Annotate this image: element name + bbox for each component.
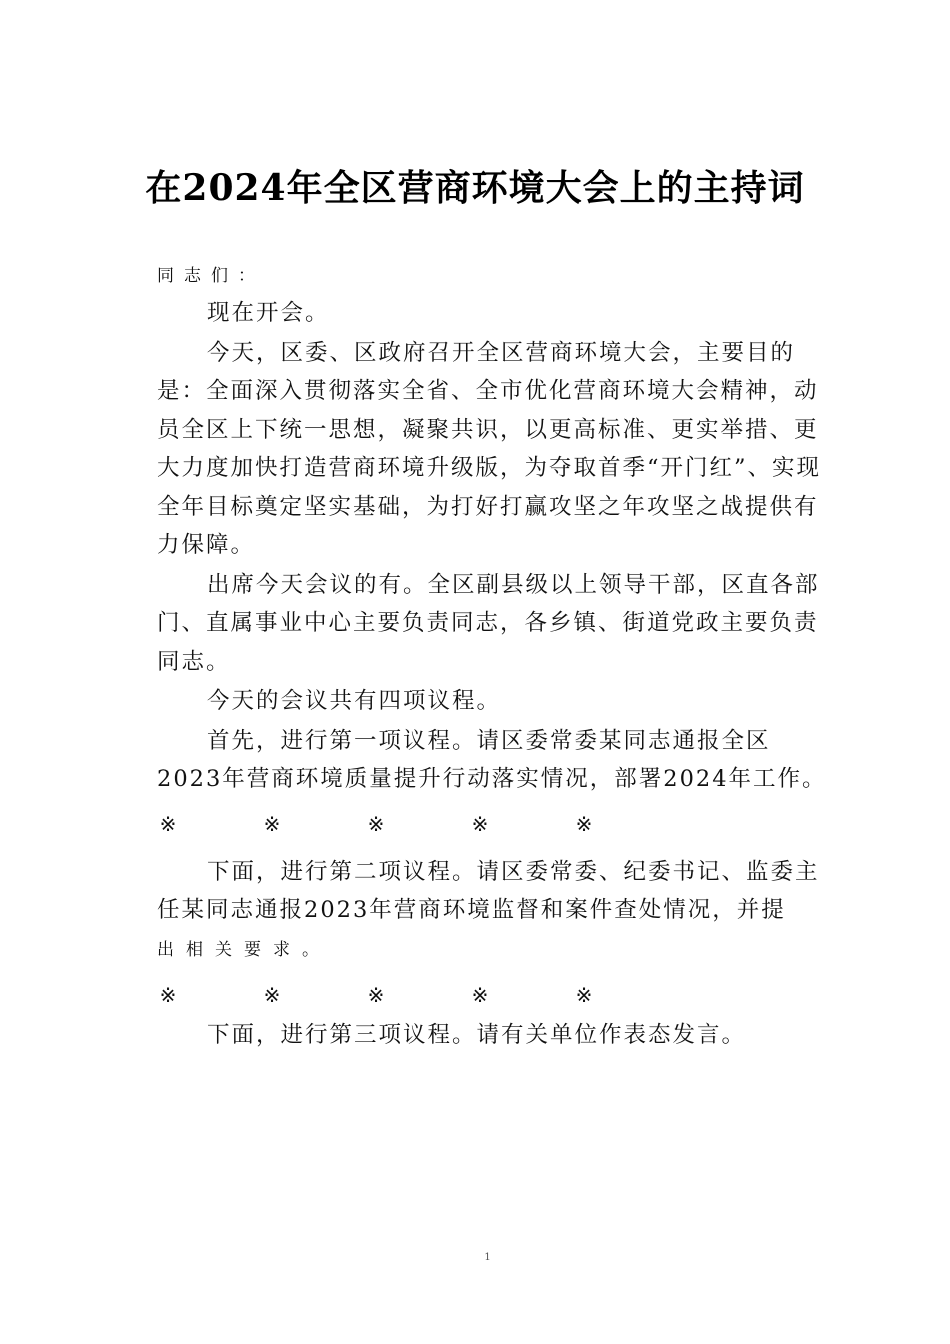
paragraph-attendees: 出席今天会议的有。全区副县级以上领导干部，区直各部门、直属事业中心主要负责同志，各乡镇、街道党政主要负责同志。	[157, 571, 820, 675]
paragraph-agenda-count: 今天的会议共有四项议程。	[207, 688, 502, 714]
salutation: 同志们：	[157, 266, 265, 286]
separator-mark: ※	[575, 811, 595, 836]
separator-mark: ※	[367, 811, 387, 836]
paragraph-purpose: 今天，区委、区政府召开全区营商环境大会，主要目的是：全面深入贯彻落实全省、全市优化营商环境大会精神，动员全区上下统一思想，凝聚共识，以更高标准、更实举措、更大力度加快打造营商环境升级版，为夺取首季“开门红”、实现全年目标奠定坚实基础，为打好打赢攻坚之年攻坚之战提供有力保障。	[157, 339, 822, 558]
page-number: 1	[484, 1252, 491, 1263]
paragraph-third-agenda: 下面，进行第三项议程。请有关单位作表态发言。	[207, 1021, 747, 1048]
paragraph-second-agenda-tail: 出相关要求。	[157, 939, 331, 960]
paragraph-opening: 现在开会。	[207, 300, 330, 326]
paragraph-first-agenda: 首先，进行第一项议程。请区委常委某同志通报全区2023年营商环境质量提升行动落实情况，部署2024年工作。	[157, 727, 827, 792]
document-title: 在2024年全区营商环境大会上的主持词	[145, 167, 805, 209]
separator-mark: ※	[263, 811, 283, 836]
document-body	[157, 258, 829, 1055]
section-separator	[157, 807, 597, 841]
separator-mark: ※	[575, 982, 595, 1007]
section-separator	[157, 978, 597, 1012]
separator-mark: ※	[263, 982, 283, 1007]
separator-mark: ※	[159, 811, 179, 836]
separator-mark: ※	[471, 811, 491, 836]
paragraph-second-agenda: 下面，进行第二项议程。请区委常委、纪委书记、监委主任某同志通报2023年营商环境监督和案件查处情况，并提	[157, 858, 820, 923]
separator-mark: ※	[159, 982, 179, 1007]
separator-mark: ※	[471, 982, 491, 1007]
separator-mark: ※	[367, 982, 387, 1007]
